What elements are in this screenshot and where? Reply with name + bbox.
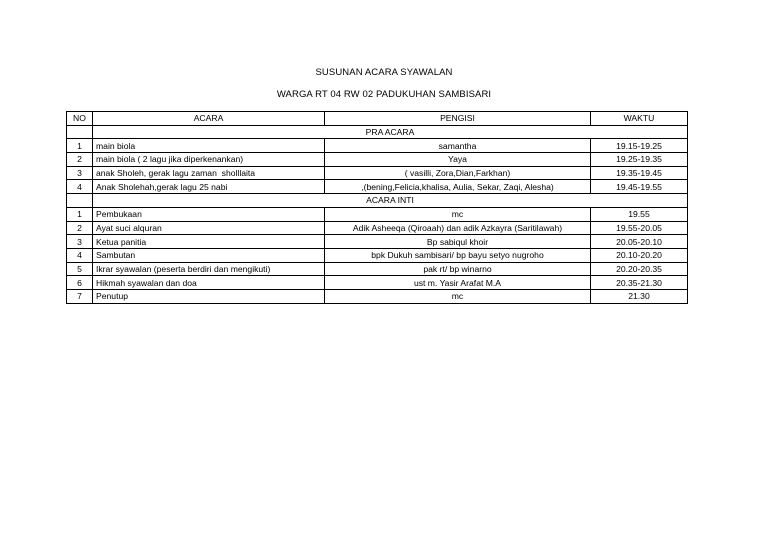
cell-acara: Ikrar syawalan (peserta berdiri dan mengikuti) [93, 262, 325, 276]
table-row [67, 139, 688, 153]
table-row [67, 276, 688, 290]
cell-waktu: 21.30 [591, 289, 688, 303]
section-row-acara-inti [67, 194, 688, 208]
cell-waktu: 19.35-19.45 [591, 166, 688, 180]
cell-pengisi: ( vasilli, Zora,Dian,Farkhan) [325, 166, 591, 180]
header-waktu: WAKTU [591, 112, 688, 126]
cell-acara: Hikmah syawalan dan doa [93, 276, 325, 290]
cell-pengisi: Bp sabiqul khoir [325, 235, 591, 249]
section-label: ACARA INTI [93, 194, 688, 208]
cell-pengisi: ust m. Yasir Arafat M.A [325, 276, 591, 290]
cell-pengisi: Yaya [325, 153, 591, 167]
table-row [67, 262, 688, 276]
cell-pengisi: mc [325, 289, 591, 303]
cell-no: 2 [67, 153, 93, 167]
cell-no: 1 [67, 207, 93, 221]
cell-acara: Ketua panitia [93, 235, 325, 249]
schedule-table [66, 111, 688, 304]
cell-acara: Sambutan [93, 248, 325, 262]
cell-pengisi: bpk Dukuh sambisari/ bp bayu setyo nugroho [325, 248, 591, 262]
cell-waktu: 19.55 [591, 207, 688, 221]
table-row [67, 180, 688, 194]
cell-no: 5 [67, 262, 93, 276]
cell-acara: anak Sholeh, gerak lagu zaman sholllaita [93, 166, 325, 180]
cell-no: 6 [67, 276, 93, 290]
header-acara: ACARA [93, 112, 325, 126]
table-row [67, 207, 688, 221]
header-pengisi: PENGISI [325, 112, 591, 126]
cell-acara: main biola ( 2 lagu jika diperkenankan) [93, 153, 325, 167]
cell-waktu: 20.05-20.10 [591, 235, 688, 249]
cell-pengisi: mc [325, 207, 591, 221]
section-row-pra-acara [67, 125, 688, 139]
cell-waktu: 19.25-19.35 [591, 153, 688, 167]
cell-no: 4 [67, 180, 93, 194]
document-title: SUSUNAN ACARA SYAWALAN [315, 67, 453, 78]
cell-acara: Anak Sholehah,gerak lagu 25 nabi [93, 180, 325, 194]
cell-waktu: 20.10-20.20 [591, 248, 688, 262]
header-no: NO [67, 112, 93, 126]
cell-pengisi: samantha [325, 139, 591, 153]
table-row [67, 248, 688, 262]
cell-no: 3 [67, 166, 93, 180]
cell-acara: Ayat suci alquran [93, 221, 325, 235]
cell-waktu: 19.55-20.05 [591, 221, 688, 235]
cell-acara: Pembukaan [93, 207, 325, 221]
section-label: PRA ACARA [93, 125, 688, 139]
cell-pengisi: pak rt/ bp winarno [325, 262, 591, 276]
cell-acara: Penutup [93, 289, 325, 303]
table-row [67, 289, 688, 303]
table-row [67, 221, 688, 235]
cell-no: 2 [67, 221, 93, 235]
section-spacer-cell [67, 194, 93, 208]
cell-no: 1 [67, 139, 93, 153]
cell-waktu: 20.35-21.30 [591, 276, 688, 290]
cell-no: 3 [67, 235, 93, 249]
document-subtitle: WARGA RT 04 RW 02 PADUKUHAN SAMBISARI [276, 89, 492, 100]
table-row [67, 166, 688, 180]
cell-waktu: 19.45-19.55 [591, 180, 688, 194]
table-row [67, 235, 688, 249]
cell-pengisi: Adik Asheeqa (Qiroaah) dan adik Azkayra (Saritilawah) [325, 221, 591, 235]
section-spacer-cell [67, 125, 93, 139]
cell-acara: main biola [93, 139, 325, 153]
table-row [67, 153, 688, 167]
cell-pengisi: ,(bening,Felicia,khalisa, Aulia, Sekar, Zaqi, Alesha) [325, 180, 591, 194]
cell-no: 4 [67, 248, 93, 262]
cell-no: 7 [67, 289, 93, 303]
table-header-row [67, 112, 688, 126]
cell-waktu: 20.20-20.35 [591, 262, 688, 276]
cell-waktu: 19.15-19.25 [591, 139, 688, 153]
